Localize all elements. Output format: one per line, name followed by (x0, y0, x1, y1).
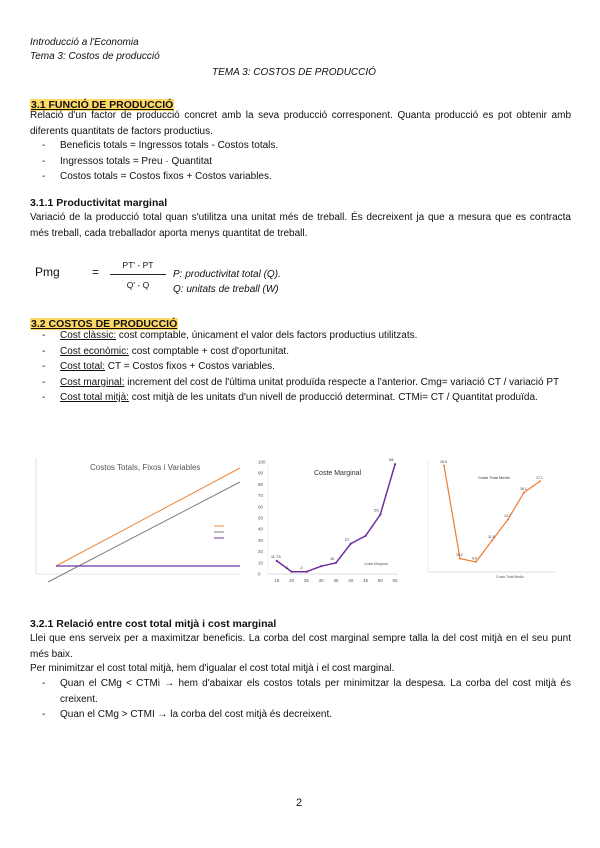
chart-2-title: Coste Marginal (314, 470, 362, 477)
list-item: - Quan el CMg > CTMI → la corba del cost mitjà és decreixent. (42, 709, 333, 720)
y-tick-label: 50 (258, 515, 264, 521)
list-item: - Quan el CMg < CTMi → hem d'abaixar els costos totals per minimitzar la despesa. La corba del cost mitjà és creixent. (42, 678, 571, 705)
section-3-2-1-list (30, 676, 571, 723)
data-point (320, 565, 322, 567)
data-label: 10.2 (456, 553, 463, 558)
data-label: 98 (389, 457, 394, 463)
document-title: TEMA 3: COSTOS DE PRODUCCIÓ (212, 67, 376, 78)
chart-3-title: Coste Total Medio (478, 475, 510, 480)
data-point (459, 558, 461, 560)
x-tick-label: 55 (392, 578, 398, 583)
list-item: - Costos totals = Costos fixos + Costos variables. (42, 171, 272, 182)
chart-total-costs (28, 448, 248, 584)
data-point (276, 560, 278, 562)
data-label: 17.1 (536, 475, 543, 480)
data-label: 9.9 (472, 556, 477, 561)
course-title: Introducció a l'Economia (30, 37, 139, 48)
data-point (305, 571, 307, 573)
section-heading-3-1: 3.1 FUNCIÓ DE PRODUCCIÓ (31, 99, 174, 111)
list-item: - Ingressos totals = Preu · Quantitat (42, 155, 213, 167)
x-tick-label: 30 (318, 578, 324, 583)
section-heading-3-2-1: 3.2.1 Relació entre cost total mitjà i cost marginal (30, 618, 277, 630)
productivity-formula (30, 258, 170, 298)
data-point (523, 491, 525, 493)
x-tick-label: 25 (303, 578, 309, 583)
data-label: 11.8 (488, 535, 495, 540)
data-point (491, 540, 493, 542)
formula-lhs: Pmg (35, 265, 60, 279)
series-total-costs (56, 468, 240, 566)
chart-marginal-cost (256, 450, 406, 586)
x-tick-label: 40 (348, 578, 354, 583)
series-variable-costs (48, 482, 240, 582)
data-label: 2 (285, 564, 288, 570)
x-tick-label: 50 (377, 578, 383, 583)
y-tick-label: 80 (258, 481, 264, 487)
y-tick-label: 70 (258, 493, 264, 499)
formula-legend-p: P: productivitat total (Q). (173, 269, 281, 280)
data-point (394, 463, 396, 465)
y-tick-label: 100 (258, 459, 266, 465)
y-tick-label: 90 (258, 470, 264, 476)
y-tick-label: 60 (258, 504, 264, 510)
formula-equals: = (92, 265, 100, 279)
data-point (291, 571, 293, 573)
topic-title: Tema 3: Costos de producció (30, 51, 160, 62)
data-point (475, 561, 477, 563)
section-3-1-1-text: Variació de la producció total quan s'utilitza una unitat més de treball. És decreixent ja que a mesura que es contracta més treball, cada treballador aporta menys quantitat de treball. (30, 212, 571, 239)
chart-1-title: Costos Totals, Fixos i Variables (90, 463, 201, 472)
data-point (539, 480, 541, 482)
data-label: 16.1 (520, 486, 527, 491)
fraction-bar (110, 274, 166, 275)
chart-2-legend: Coste Marginal (364, 562, 388, 566)
section-3-2-list (30, 328, 571, 406)
data-label: 10 (329, 555, 335, 561)
page-number: 2 (296, 797, 303, 809)
section-3-1-list (30, 138, 571, 185)
series-marginal-cost (277, 464, 395, 572)
list-item: - Cost econòmic: cost comptable + cost d'oportunitat. (42, 345, 289, 357)
y-tick-label: 10 (258, 560, 264, 566)
y-tick-label: 40 (258, 526, 264, 532)
series-average-cost (444, 466, 540, 562)
x-tick-label: 20 (289, 578, 295, 583)
list-item: - Cost marginal: increment del cost de l'última unitat produïda respecte a l'anterior. Cmg= variació CT / variació PT (42, 376, 560, 388)
data-point (335, 562, 337, 564)
chart-average-cost (412, 450, 562, 586)
data-label: 18.5 (440, 460, 447, 465)
data-label: 11.73 (270, 553, 281, 559)
data-label: 53 (374, 507, 379, 513)
x-tick-label: 45 (363, 578, 369, 583)
data-label: 27 (344, 536, 350, 542)
x-tick-label: 15 (274, 578, 280, 583)
data-point (364, 535, 366, 537)
data-label: 13.7 (504, 513, 511, 518)
section-3-1-intro: Relació d'un factor de producció concret amb la seva producció corresponent. Quanta producció es pot obtenir amb diferents quantitats de factors productius. (30, 110, 571, 137)
x-tick-label: 35 (333, 578, 339, 583)
list-item: - Cost total: CT = Costos fixos + Costos variables. (42, 361, 275, 372)
data-point (350, 543, 352, 545)
formula-numerator: PT' - PT (122, 260, 154, 270)
section-heading-3-2: 3.2 COSTOS DE PRODUCCIÓ (31, 318, 178, 330)
list-item: - Beneficis totals = Ingressos totals - Costos totals. (42, 140, 279, 151)
data-label: 2 (300, 564, 303, 570)
y-tick-label: 0 (258, 571, 261, 577)
data-point (507, 518, 509, 520)
section-heading-3-1-1: 3.1.1 Productivitat marginal (30, 197, 168, 209)
formula-denominator: Q' - Q (126, 280, 150, 290)
section-3-2-1-p2: Per minimitzar el cost total mitjà, hem d'igualar el cost total mitjà i el cost marginal. (30, 663, 395, 674)
list-item: - Cost total mitjà: cost mitjà de les unitats d'un nivell de producció determinat. CTMi= CT / Quantitat produïda. (42, 392, 538, 403)
formula-legend-q: Q: unitats de treball (W) (173, 284, 279, 295)
y-tick-label: 20 (258, 549, 264, 555)
chart-3-legend: Coste Total Medio (496, 575, 524, 579)
data-point (379, 514, 381, 516)
data-point (443, 465, 445, 467)
list-item: - Cost clàssic: cost comptable, únicament el valor dels factors productius utilitzats. (42, 330, 418, 341)
section-3-2-1-p1: Llei que ens serveix per a maximitzar beneficis. La corba del cost marginal sempre talla la del cost mitjà en el seu punt més baix. (30, 633, 571, 660)
y-tick-label: 30 (258, 537, 264, 543)
